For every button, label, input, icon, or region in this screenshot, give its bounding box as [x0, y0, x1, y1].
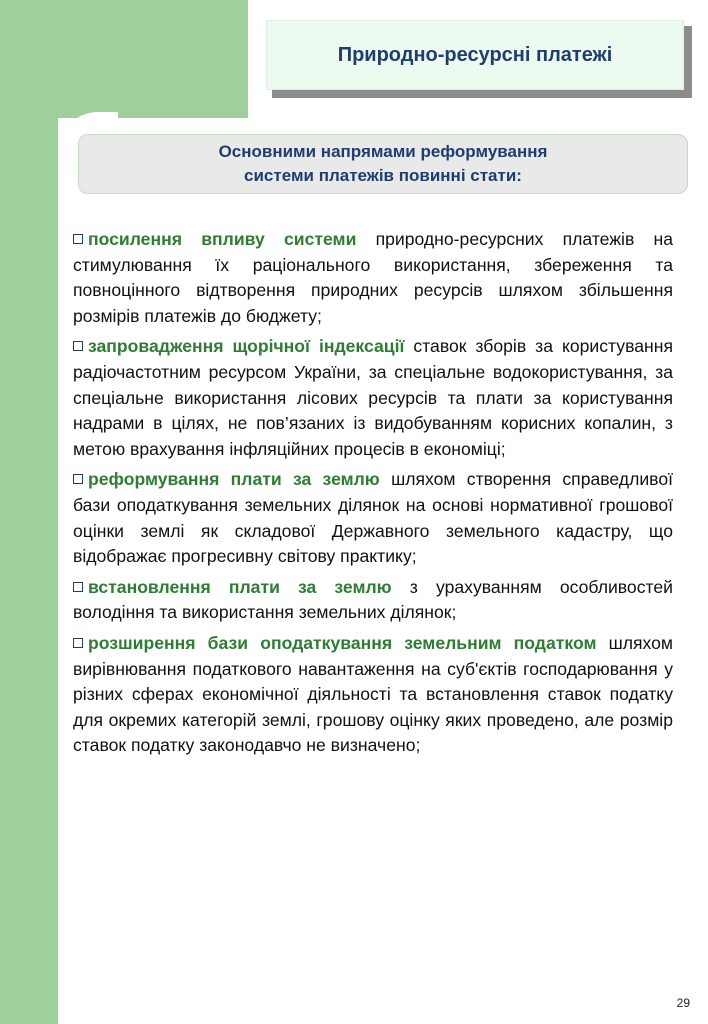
item-highlight: реформування плати за землю: [88, 469, 380, 490]
checkbox-bullet-icon: [73, 638, 83, 648]
item-highlight: встановлення плати за землю: [88, 576, 392, 597]
page-number: 29: [676, 996, 690, 1010]
item-text: з урахуванням особливостей володіння та використання земельних ділянок;: [73, 576, 673, 623]
checkbox-bullet-icon: [73, 474, 83, 484]
list-item: [73, 467, 673, 569]
checkbox-bullet-icon: [73, 582, 83, 592]
item-text: шляхом створення справедливої бази оподаткування земельних ділянок на основі нормативної грошової оцінки землі як складової Державного земельного кадастру, що відображає прогресивну світову практику;: [73, 469, 673, 567]
list-item: [73, 575, 673, 626]
top-green-block: [0, 0, 248, 118]
subtitle-box: [78, 134, 688, 194]
item-text: ставок зборів за користування радіочастотним ресурсом України, за спеціальне водокористування, за спеціальне використання лісових ресурсів та плати за користування надрами в цілях, не пов’язаних із видобуванням корисних копалин, з метою врахування інфляційних процесів в економіці;: [73, 336, 673, 459]
page-title: Природно-ресурсні платежі: [266, 20, 684, 90]
subtitle-line-2: системи платежів повинні стати:: [244, 166, 522, 185]
list-item: [73, 631, 673, 759]
checkbox-bullet-icon: [73, 341, 83, 351]
item-text: природно-ресурсних платежів на стимулювання їх раціонального використання, збереження та повноцінного відтворення природних ресурсів шляхом збільшення розмірів платежів до бюджету;: [73, 229, 674, 326]
item-highlight: запровадження щорічної індексації: [88, 336, 405, 357]
item-text: шляхом вирівнювання податкового навантаження на суб'єктів господарювання у різних сферах економічної діяльності та встановлення ставок податку для окремих категорій землі, грошову оцінку яких проведено, але розмір ставок податку законодавчо не визначено;: [73, 632, 673, 756]
list-item: [73, 227, 673, 329]
item-highlight: посилення впливу системи: [88, 229, 357, 249]
item-highlight: розширення бази оподаткування земельним податком: [88, 632, 597, 653]
left-green-strip: [0, 0, 58, 1024]
subtitle-line-1: Основними напрямами реформування: [218, 142, 548, 161]
bullet-list: [73, 227, 673, 764]
list-item: [73, 334, 673, 462]
checkbox-bullet-icon: [73, 234, 83, 244]
